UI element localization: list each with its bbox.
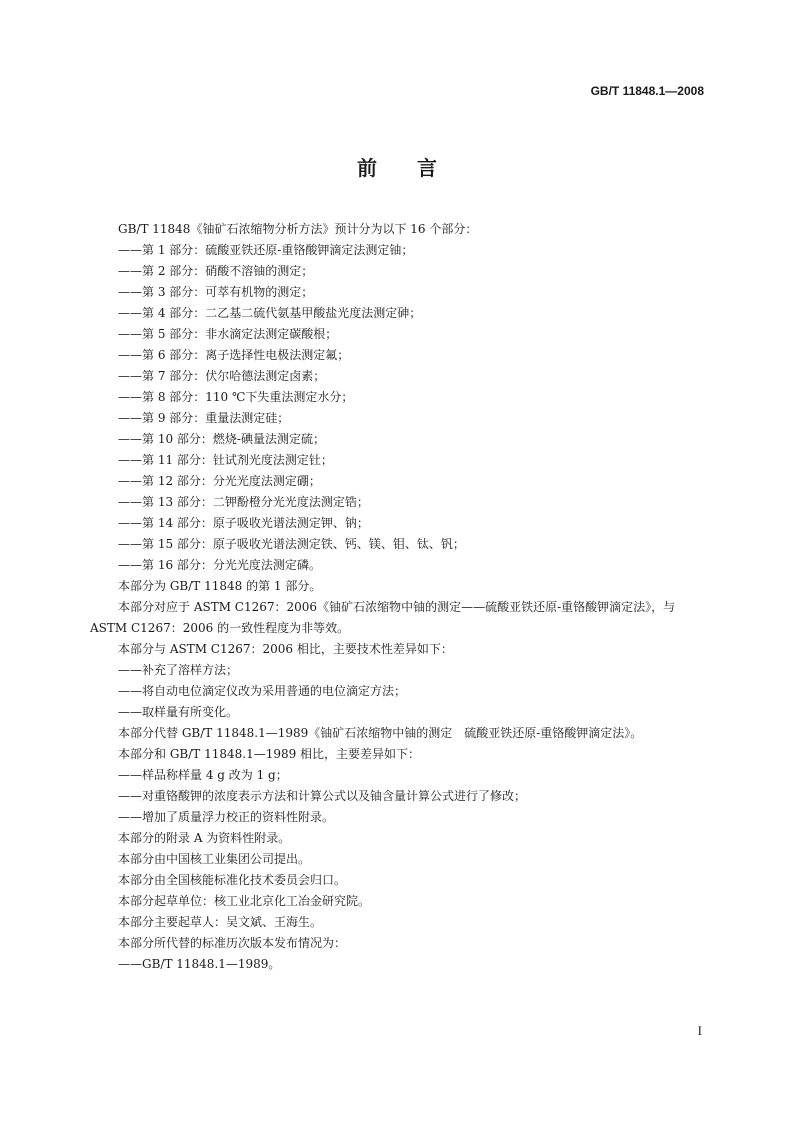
list-item: ——第 8 部分：110 ℃下失重法测定水分； <box>118 390 354 404</box>
list-item: ——第 12 部分：分光光度法测定硼； <box>118 474 321 488</box>
list-item: ——将自动电位滴定仪改为采用普通的电位滴定方法； <box>118 684 407 698</box>
managed-by: 本部分由全国核能标准化技术委员会归口。 <box>118 873 347 887</box>
list-item: ——第 15 部分：原子吸收光谱法测定铁、钙、镁、钼、钛、钒； <box>118 537 465 551</box>
changes-intro: 本部分和 GB/T 11848.1—1989 相比，主要差异如下： <box>118 747 421 761</box>
list-item: ——第 2 部分：硝酸不溶铀的测定； <box>118 264 314 278</box>
diff-intro: 本部分与 ASTM C1267：2006 相比，主要技术性差异如下： <box>118 642 453 656</box>
list-item: ——对重铬酸钾的浓度表示方法和计算公式以及铀含量计算公式进行了修改； <box>118 789 527 803</box>
intro-paragraph: GB/T 11848《铀矿石浓缩物分析方法》预计分为以下 16 个部分： <box>118 222 478 236</box>
history-intro: 本部分所代替的标准历次版本发布情况为： <box>118 936 347 950</box>
list-item: ——取样量有所变化。 <box>118 705 239 719</box>
foreword-body <box>90 219 704 975</box>
annex-statement: 本部分的附录 A 为资料性附录。 <box>118 831 291 845</box>
astm-correspondence: 本部分对应于 ASTM C1267：2006《铀矿石浓缩物中铀的测定——硫酸亚铁还原-重铬酸钾滴定法》，与 ASTM C1267：2006 的一致性程度为非等效。 <box>90 600 676 635</box>
list-item: ——第 7 部分：伏尔哈德法测定卤素； <box>118 369 326 383</box>
proposed-by: 本部分由中国核工业集团公司提出。 <box>118 852 311 866</box>
list-item: ——GB/T 11848.1—1989。 <box>118 957 281 971</box>
drafting-unit: 本部分起草单位：核工业北京化工冶金研究院。 <box>118 894 371 908</box>
drafters: 本部分主要起草人：吴文斌、王海生。 <box>118 915 323 929</box>
list-item: ——第 1 部分：硫酸亚铁还原-重铬酸钾滴定法测定铀； <box>118 243 414 257</box>
standard-code: GB/T 11848.1—2008 <box>590 84 704 98</box>
page-number: I <box>697 1023 702 1038</box>
list-item: ——样品称样量 4 g 改为 1 g； <box>118 768 288 782</box>
list-item: ——第 11 部分：钍试剂光度法测定钍； <box>118 453 333 467</box>
list-item: ——第 13 部分：二钾酚橙分光光度法测定锆； <box>118 495 369 509</box>
list-item: ——第 3 部分：可萃有机物的测定； <box>118 285 314 299</box>
list-item: ——第 16 部分：分光光度法测定磷。 <box>118 558 321 572</box>
list-item: ——第 10 部分：燃烧-碘量法测定硫； <box>118 432 325 446</box>
list-item: ——第 5 部分：非水滴定法测定碳酸根； <box>118 327 338 341</box>
list-item: ——第 9 部分：重量法测定硅； <box>118 411 290 425</box>
list-item: ——增加了质量浮力校正的资料性附录。 <box>118 810 335 824</box>
replace-statement: 本部分代替 GB/T 11848.1—1989《铀矿石浓缩物中铀的测定 硫酸亚铁还原-重铬酸钾滴定法》。 <box>118 726 643 740</box>
list-item: ——第 6 部分：离子选择性电极法测定氟； <box>118 348 350 362</box>
page-title: 前言 <box>357 156 477 180</box>
list-item: ——补充了溶样方法； <box>118 663 239 677</box>
list-item: ——第 4 部分：二乙基二硫代氨基甲酸盐光度法测定砷； <box>118 306 422 320</box>
part-statement: 本部分为 GB/T 11848 的第 1 部分。 <box>118 579 322 593</box>
list-item: ——第 14 部分：原子吸收光谱法测定钾、钠； <box>118 516 369 530</box>
